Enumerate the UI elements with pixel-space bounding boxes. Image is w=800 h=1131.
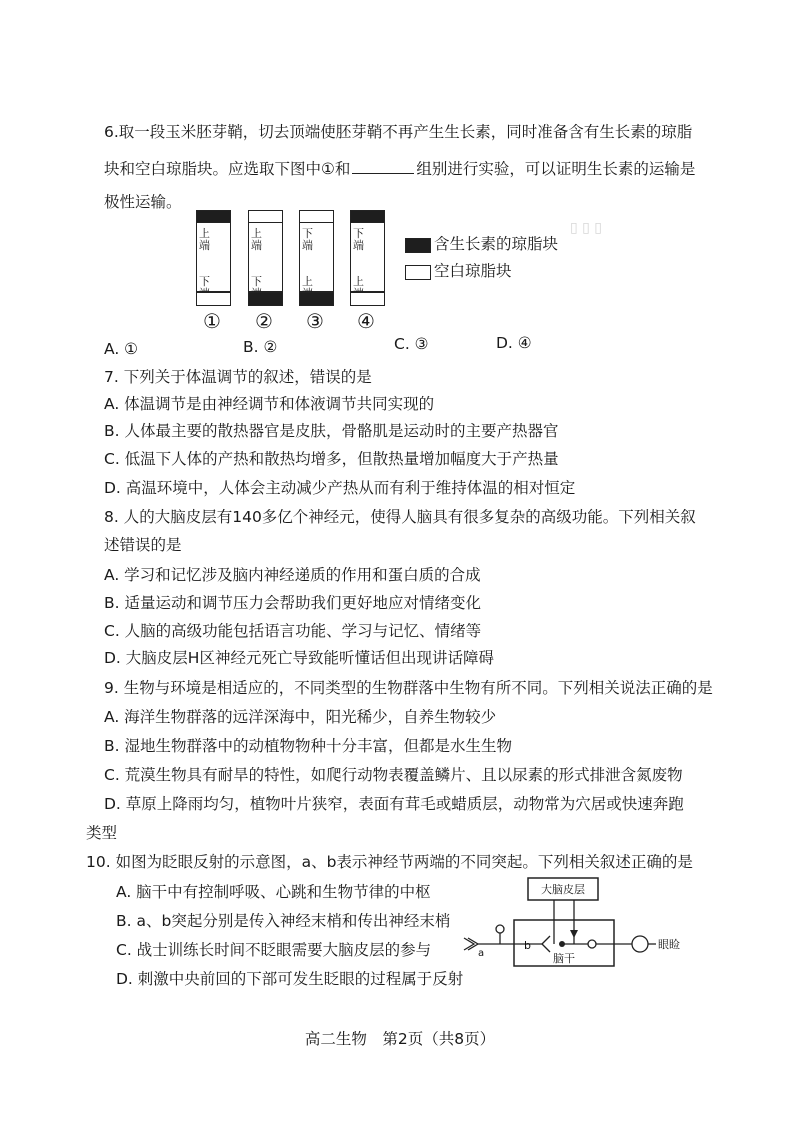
tube4-number: ④	[357, 309, 375, 333]
tube3-number: ③	[306, 309, 324, 333]
tube2-bottom-block	[248, 292, 283, 306]
q7-option-b: B. 人体最主要的散热器官是皮肤，骨骼肌是运动时的主要产热器官	[104, 422, 559, 440]
tube1-bottom-label: 下	[199, 275, 210, 288]
q8-option-c: C. 人脑的高级功能包括语言功能、学习与记忆、情绪等	[104, 622, 482, 640]
brainstem-label: 脑干	[553, 952, 575, 965]
q10-option-c: C. 战士训练长时间不眨眼需要大脑皮层的参与	[116, 941, 432, 959]
q9-option-a: A. 海洋生物群落的远洋深海中，阳光稀少，自养生物较少	[104, 708, 497, 726]
q7-option-c: C. 低温下人体的产热和散热均增多，但散热量增加幅度大于产热量	[104, 450, 559, 468]
bleed-through-mark: ▯ ▯ ▯	[570, 220, 603, 236]
q6-option-d: D. ④	[496, 334, 532, 352]
tube1-bottom-block	[196, 292, 231, 306]
blink-reflex-diagram	[462, 872, 722, 982]
legend-filled-swatch	[405, 238, 431, 253]
q9-stem: 9. 生物与环境是相适应的，不同类型的生物群落中生物有所不同。下列相关说法正确的是	[104, 679, 713, 697]
q6-stem-line1: 6.取一段玉米胚芽鞘，切去顶端使胚芽鞘不再产生生长素，同时准备含有生长素的琼脂	[104, 123, 693, 141]
tube2-number: ②	[255, 309, 273, 333]
q8-stem-line1: 8. 人的大脑皮层有140多亿个神经元，使得人脑具有很多复杂的高级功能。下列相关叙	[104, 508, 696, 526]
q8-option-a: A. 学习和记忆涉及脑内神经递质的作用和蛋白质的合成	[104, 566, 481, 584]
legend-empty-label: 空白琼脂块	[434, 262, 512, 280]
q9-option-c: C. 荒漠生物具有耐旱的特性，如爬行动物表覆盖鳞片、且以尿素的形式排泄含氮废物	[104, 766, 683, 784]
q8-stem-line2: 述错误的是	[104, 536, 182, 554]
tube3-bottom-label: 上	[302, 275, 313, 288]
label-b: b	[524, 939, 531, 952]
tube4-bottom-block	[350, 292, 385, 306]
q6-stem-line3: 极性运输。	[104, 193, 182, 211]
q10-stem: 10. 如图为眨眼反射的示意图，a、b表示神经节两端的不同突起。下列相关叙述正确的是	[86, 853, 693, 871]
tube4-top-label: 下端	[353, 227, 364, 252]
q7-option-a: A. 体温调节是由神经调节和体液调节共同实现的	[104, 395, 435, 413]
q8-option-b: B. 适量运动和调节压力会帮助我们更好地应对情绪变化	[104, 594, 481, 612]
tube3-top-label: 下端	[302, 227, 313, 252]
q6-stem-line2-part1: 块和空白琼脂块。应选取下图中①和	[104, 160, 351, 178]
q6-stem-line2-part2: 组别进行实验，可以证明生长素的运输是	[416, 160, 696, 178]
legend-filled-label: 含生长素的琼脂块	[434, 235, 559, 253]
q9-option-d: D. 草原上降雨均匀，植物叶片狭窄，表面有茸毛或蜡质层，动物常为穴居或快速奔跑	[104, 795, 684, 813]
q9-option-d-continued: 类型	[86, 824, 118, 842]
q6-option-a: A. ①	[104, 340, 139, 358]
tube3-bottom-block	[299, 292, 334, 306]
q6-option-c: C. ③	[394, 335, 429, 353]
q6-stem-line2	[104, 159, 695, 179]
q8-option-d: D. 大脑皮层H区神经元死亡导致能听懂话但出现讲话障碍	[104, 649, 494, 667]
tube1-number: ①	[203, 309, 221, 333]
eyelid-label: 眼睑	[658, 938, 680, 951]
tube2-bottom-label: 下	[251, 275, 262, 288]
q6-answer-blank	[352, 159, 414, 174]
q6-option-b: B. ②	[243, 338, 278, 356]
q10-option-d: D. 刺激中央前回的下部可发生眨眼的过程属于反射	[116, 970, 464, 988]
cortex-label: 大脑皮层	[541, 883, 585, 896]
page-footer: 高二生物 第2页（共8页）	[304, 1030, 496, 1048]
tube1-top-label: 上端	[199, 227, 210, 252]
q9-option-b: B. 湿地生物群落中的动植物物种十分丰富，但都是水生生物	[104, 737, 512, 755]
label-a: a	[478, 948, 485, 959]
legend-empty-swatch	[405, 265, 431, 280]
tube2-top-label: 上端	[251, 227, 262, 252]
q7-stem: 7. 下列关于体温调节的叙述，错误的是	[104, 368, 372, 386]
tube4-bottom-label: 上	[353, 275, 364, 288]
q10-option-a: A. 脑干中有控制呼吸、心跳和生物节律的中枢	[116, 883, 431, 901]
q7-option-d: D. 高温环境中，人体会主动减少产热从而有利于维持体温的相对恒定	[104, 479, 576, 497]
q10-option-b: B. a、b突起分别是传入神经末梢和传出神经末梢	[116, 912, 451, 930]
